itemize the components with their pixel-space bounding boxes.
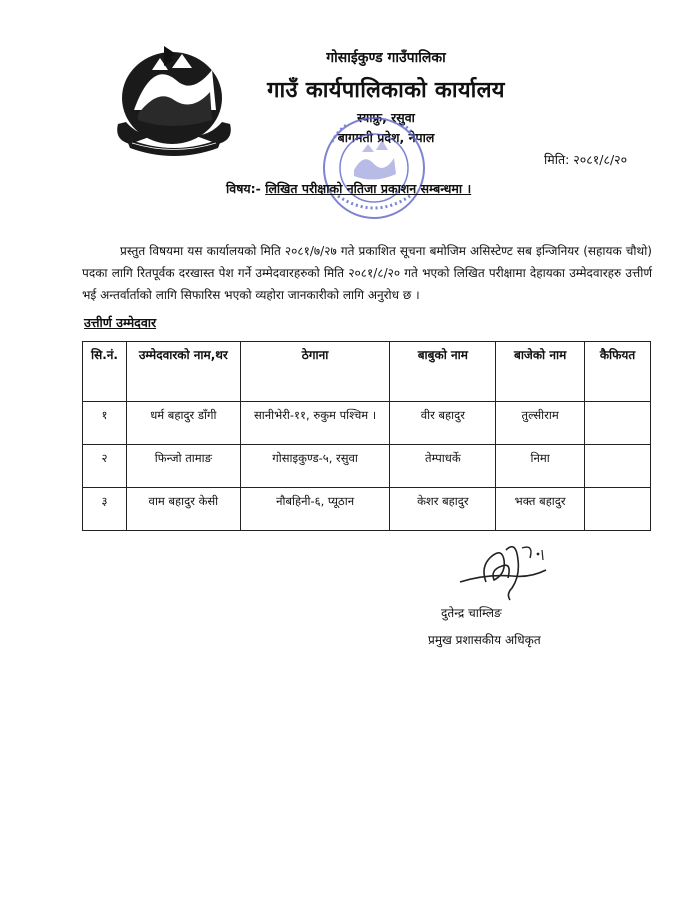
passed-candidates-title: उत्तीर्ण उम्मेदवार bbox=[84, 315, 157, 330]
cell-grandfather-name: निमा bbox=[496, 445, 585, 488]
table-row bbox=[83, 488, 651, 531]
body-paragraph: प्रस्तुत विषयमा यस कार्यालयको मिति २०८१/७/२७ गते प्रकाशित सूचना बमोजिम असिस्टेण्ट सब इन्जिनियर (सहायक चौथो) पदका लागि रितपूर्वक दरखास्त पेश गर्ने उम्मेदवारहरुको मिति २०८१/८/२० गते भएको लिखित परीक्षामा देहायका उम्मेदवारहरु उत्तीर्ण भई अन्तर्वार्ताको लागि सिफारिस भएको व्यहोरा जानकारीको लागि अनुरोध छ । bbox=[82, 244, 652, 302]
header-grandfather-name: बाजेको नाम bbox=[496, 342, 585, 402]
header-serial: सि.नं. bbox=[83, 342, 127, 402]
cell-father-name: तेम्पाधर्के bbox=[390, 445, 496, 488]
cell-remarks bbox=[585, 488, 651, 531]
subject-text: लिखित परीक्षाको नतिजा प्रकाशन सम्बन्धमा । bbox=[265, 181, 472, 196]
signatory-name: दुतेन्द्र चाम्लिङ bbox=[441, 606, 502, 620]
header-father-name: बाबुको नाम bbox=[390, 342, 496, 402]
cell-father-name: केशर बहादुर bbox=[390, 488, 496, 531]
cell-serial: ३ bbox=[83, 488, 127, 531]
office-name: गोसाईकुण्ड गाउँपालिका bbox=[326, 50, 446, 66]
table-header-row bbox=[83, 342, 651, 402]
cell-candidate-name: फिन्जो तामाङ bbox=[126, 445, 240, 488]
address-line-2: बागमती प्रदेश, नेपाल bbox=[337, 130, 435, 145]
cell-serial: १ bbox=[83, 402, 127, 445]
header-address: ठेगाना bbox=[240, 342, 390, 402]
cell-remarks bbox=[585, 402, 651, 445]
header-candidate-name: उम्मेदवारको नाम,थर bbox=[126, 342, 240, 402]
cell-address: नौबहिनी-६, प्यूठान bbox=[240, 488, 390, 531]
cell-grandfather-name: भक्त बहादुर bbox=[496, 488, 585, 531]
subject-label: विषय:- bbox=[226, 181, 266, 196]
letter-date: मिति: २०८१/८/२० bbox=[544, 152, 628, 167]
cell-candidate-name: धर्म बहादुर डाँगी bbox=[126, 402, 240, 445]
candidates-table bbox=[82, 341, 651, 531]
address-line-1: स्याफ्रु, रसुवा bbox=[357, 110, 415, 125]
cell-address: सानीभेरी-११, रुकुम पश्चिम । bbox=[240, 402, 390, 445]
cell-serial: २ bbox=[83, 445, 127, 488]
subject-line bbox=[226, 180, 546, 197]
table-row bbox=[83, 445, 651, 488]
signature-icon bbox=[446, 530, 556, 610]
cell-candidate-name: वाम बहादुर केसी bbox=[126, 488, 240, 531]
cell-grandfather-name: तुल्सीराम bbox=[496, 402, 585, 445]
cell-remarks bbox=[585, 445, 651, 488]
office-stamp-icon bbox=[318, 112, 430, 224]
signatory-title: प्रमुख प्रशासकीय अधिकृत bbox=[428, 633, 541, 647]
header-remarks: कैफियत bbox=[585, 342, 651, 402]
cell-father-name: वीर बहादुर bbox=[390, 402, 496, 445]
nepal-emblem-icon bbox=[112, 40, 236, 158]
cell-address: गोसाइकुण्ड-५, रसुवा bbox=[240, 445, 390, 488]
table-row bbox=[83, 402, 651, 445]
main-title: गाउँ कार्यपालिकाको कार्यालय bbox=[267, 78, 505, 103]
